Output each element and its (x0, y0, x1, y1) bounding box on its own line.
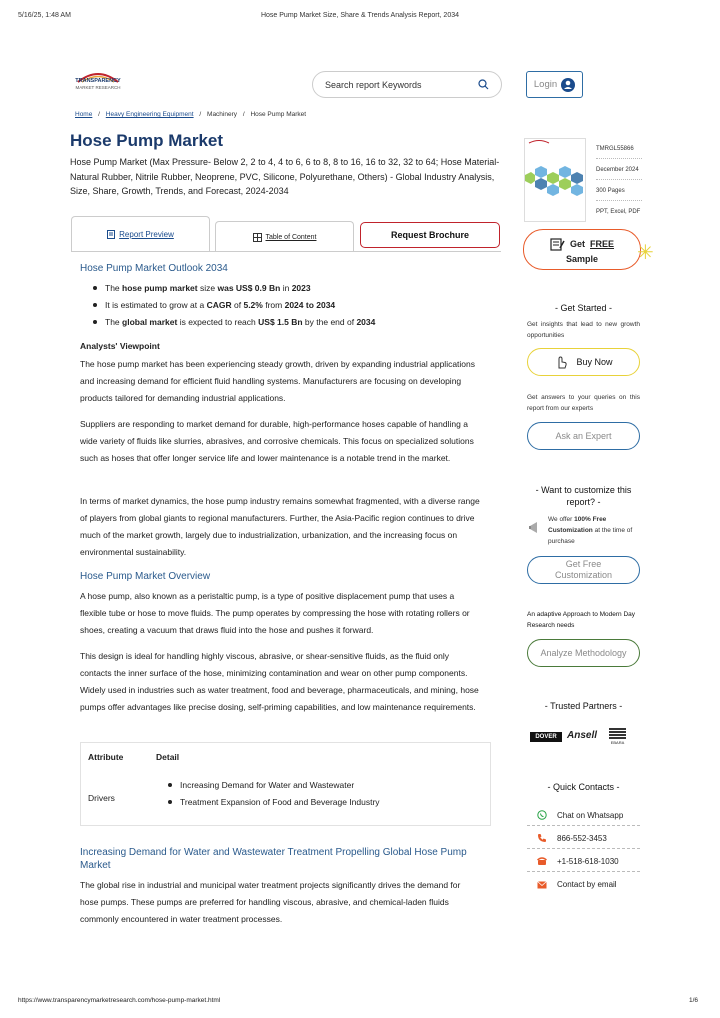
table-driver-list (180, 777, 380, 811)
sample-document-icon (550, 238, 565, 251)
tab-table-of-content[interactable] (215, 221, 354, 252)
analyze-methodology-button[interactable] (527, 639, 640, 667)
tab-report-preview-label: Report Preview (119, 230, 174, 239)
outlook-bullet-2: It is estimated to grow at a CAGR of 5.2% from 2024 to 2034 (105, 297, 375, 314)
buy-now-label: Buy Now (576, 357, 613, 367)
analysts-paragraph-1: The hose pump market has been experiencing steady growth, driven by expanding industrial applications and increasing demand for efficient fluid handling systems. Manufacturers are focusing on developing products tailored for demanding industrial applications. (80, 359, 476, 403)
sample-prefix: Get (569, 239, 585, 249)
phone-icon (537, 833, 547, 843)
tab-table-of-content-label: Table of Content (265, 233, 317, 241)
megaphone-icon (528, 520, 544, 536)
contact-phone-2-label: +1-518-618-1030 (557, 856, 619, 866)
contact-phone-1[interactable] (527, 828, 640, 849)
customization-offer: We offer 100% Free Customization at the time of purchase (548, 516, 633, 545)
table-row-label: Drivers (88, 793, 115, 803)
login-label: Login (533, 79, 558, 90)
contact-phone-2[interactable] (527, 851, 640, 872)
sample-label: Sample (565, 254, 598, 264)
document-icon (107, 230, 115, 239)
print-page-number: 1/6 (689, 997, 699, 1004)
get-free-sample-button[interactable] (523, 229, 641, 270)
sparkle-icon: ✳ (637, 242, 654, 264)
get-free-customization-button[interactable] (527, 556, 640, 584)
analysts-paragraph-3: In terms of market dynamics, the hose pump industry remains somewhat fragmented, with a diverse range of players from global giants to regional manufacturers. Further, the Asia-Pacific region continues to drive much of the market growth, largely due to industrialization, urbanization, and the increasing focus on environmental sustainability. (80, 496, 480, 557)
breadcrumb-sep: / (98, 111, 100, 118)
insights-text: Get insights that lead to new growth opportunities (527, 321, 640, 339)
outlook-heading: Hose Pump Market Outlook 2034 (80, 263, 228, 274)
demand-paragraph-1: The global rise in industrial and municipal water treatment projects significantly drives the demand for hose pumps. These pumps are preferred for handling viscous, abrasive, and chemical-laden fluids commonly encountered in water treatment processes. (80, 880, 461, 924)
ask-an-expert-button[interactable] (527, 422, 640, 450)
get-free-customization-label: Get Free Customization (554, 559, 613, 580)
analysts-paragraph-2: Suppliers are responding to market demand for durable, high-performance hoses capable of handling a wide variety of fluids like slurries, abrasives, and corrosive chemicals. This focus on specialized solutions such as hoses that offer longer service life and lower maintenance is a notable trend in the market. (80, 419, 474, 463)
breadcrumb-sep: / (242, 111, 245, 118)
page-title: Hose Pump Market (70, 131, 224, 150)
login-button[interactable] (526, 71, 583, 98)
overview-paragraph-1: A hose pump, also known as a peristaltic pump, is a type of positive displacement pump that uses a flexible tube or hose to move fluids. The pump operates by compressing the hose with rotating rollers or shoes, creating a vacuum that draws fluid into the hose and pushes it forward. (80, 591, 470, 635)
trusted-partners-title: - Trusted Partners - (544, 701, 623, 711)
breadcrumb-heavy-engineering[interactable]: Heavy Engineering Equipment (105, 111, 194, 118)
table-header-detail: Detail (156, 752, 180, 762)
contact-phone-1-label: 866-552-3453 (557, 833, 607, 843)
quick-contacts-title: - Quick Contacts - (547, 782, 620, 792)
logo-text-2: MARKET RESEARCH (75, 85, 121, 90)
ask-an-expert-label: Ask an Expert (555, 431, 612, 441)
search-icon[interactable] (478, 79, 489, 90)
contact-email-label: Contact by email (557, 880, 617, 889)
request-brochure-label: Request Brochure (390, 230, 470, 240)
partner-logo-ebara: EBARA (609, 728, 626, 746)
overview-heading: Hose Pump Market Overview (80, 571, 211, 582)
contact-email[interactable] (527, 874, 640, 895)
partner-logo-ansell: Ansell (567, 730, 598, 741)
request-brochure-button[interactable] (360, 222, 500, 248)
breadcrumb-current: Hose Pump Market (250, 111, 307, 118)
contact-whatsapp-label: Chat on Whatsapp (557, 810, 624, 820)
analyze-methodology-label: Analyze Methodology (540, 648, 627, 658)
report-pages: 300 Pages (596, 188, 625, 194)
driver-item: Increasing Demand for Water and Wastewater (180, 777, 380, 794)
table-header-attribute: Attribute (88, 752, 124, 762)
breadcrumb-machinery[interactable]: Machinery (207, 111, 238, 118)
get-started-title: - Get Started - (554, 303, 613, 313)
report-cover-image (524, 138, 586, 222)
overview-paragraph-2: This design is ideal for handling highly viscous, abrasive, or shear-sensitive fluids, as the fluid only contacts the inner surface of the hose, minimizing contamination and wear on other pump components. Widely used in industries such as water treatment, food and beverage, pharmaceuticals, and mining, hose pumps offer advantages like precise dosing, self-priming capabilities, and low maintenance requirements. (80, 651, 479, 712)
hand-pointer-icon (554, 355, 568, 369)
report-formats: PPT, Excel, PDF (596, 209, 641, 215)
site-logo[interactable] (70, 68, 126, 102)
table-icon (253, 233, 262, 242)
print-url: https://www.transparencymarketresearch.com/hose-pump-market.html (18, 997, 221, 1004)
print-datetime: 5/16/25, 1:48 AM (18, 12, 71, 19)
partner-logo-dover: DOVER (530, 732, 562, 742)
analysts-heading: Analysts' Viewpoint (80, 341, 160, 351)
email-icon (537, 881, 547, 889)
demand-heading: Increasing Demand for Water and Wastewater Treatment Propelling Global Hose Pump Market (80, 847, 467, 871)
search-input[interactable] (312, 71, 502, 98)
contact-whatsapp[interactable] (527, 805, 640, 826)
outlook-bullet-3: The global market is expected to reach US$ 1.5 Bn by the end of 2034 (105, 314, 375, 331)
buy-now-button[interactable] (527, 348, 640, 376)
tab-report-preview[interactable] (71, 216, 210, 252)
telephone-icon (537, 856, 547, 866)
whatsapp-icon (537, 810, 547, 820)
logo-text-1: TRANSPARENCY (75, 78, 121, 84)
driver-item: Treatment Expansion of Food and Beverage Industry (180, 794, 380, 811)
cover-hexagon-icon (525, 139, 585, 221)
outlook-list (105, 280, 375, 331)
report-subtitle: Hose Pump Market (Max Pressure- Below 2, 2 to 4, 4 to 6, 6 to 8, 8 to 16, 16 to 32, 32 to 64; Hose Material- Natural Rubber, Nitrile Rubber, Neoprene, PVC, Silicone, Polyurethane, Others) - Global Industry Analysis, Size, Share, Growth, Trends, and Forecast, 2024-2034 (70, 157, 500, 196)
report-code: TMRGL55866 (596, 146, 634, 152)
breadcrumb-sep: / (199, 111, 202, 118)
print-title: Hose Pump Market Size, Share & Trends Analysis Report, 2034 (260, 12, 460, 19)
adaptive-text: An adaptive Approach to Modern Day Research needs (527, 611, 636, 629)
search-placeholder: Search report Keywords (325, 79, 422, 90)
queries-text: Get answers to your queries on this report from our experts (527, 394, 640, 412)
attribute-table (80, 742, 491, 826)
breadcrumb (75, 111, 306, 118)
outlook-bullet-1: The hose pump market size was US$ 0.9 Bn in 2023 (105, 280, 375, 297)
user-icon (561, 78, 575, 92)
report-date: December 2024 (596, 167, 639, 173)
breadcrumb-home[interactable]: Home (75, 111, 93, 118)
customize-title: - Want to customize this report? - (535, 485, 632, 507)
sample-free: FREE (590, 239, 615, 249)
